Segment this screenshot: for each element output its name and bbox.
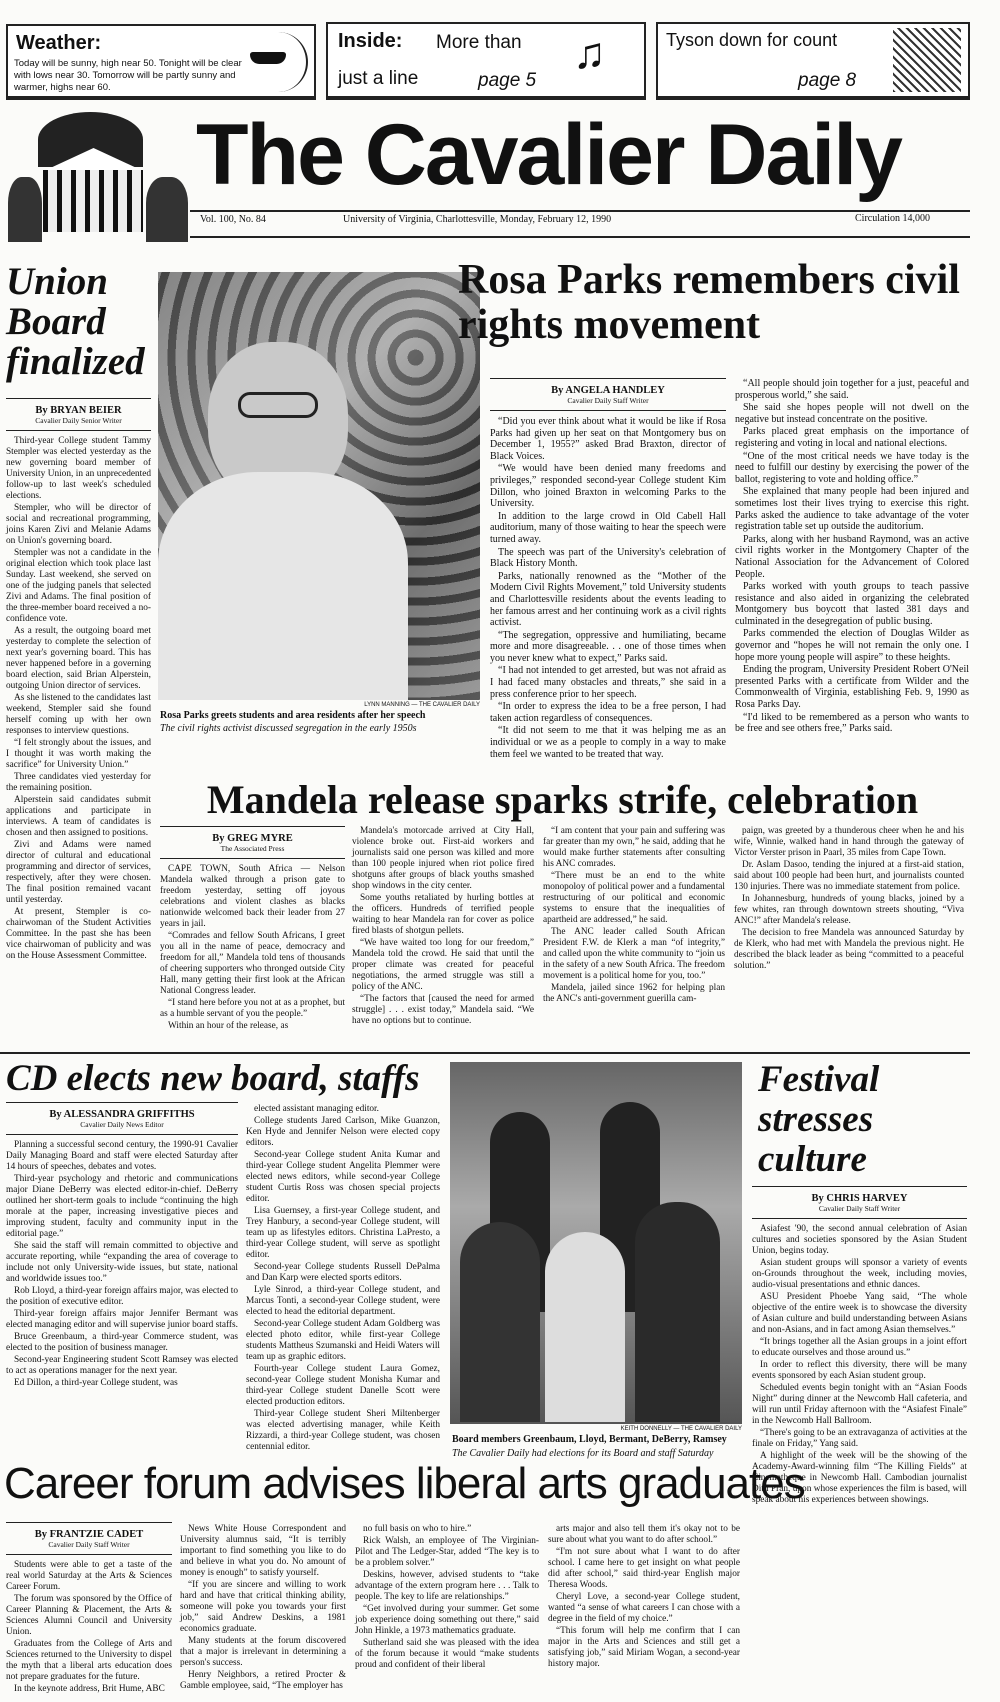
article-paragraph: “There must be an end to the white monopoloy of political power and a fundamental restructuring of our political and economic systems to ensure that the inequalities of apartheid are addressed,” he said. [543,871,725,925]
article-paragraph: “It brings together all the Asian groups in a joint effort to educate ourselves and those around us.” [752,1337,967,1358]
festival-article [752,1186,967,1686]
article-paragraph: ASU President Phoebe Yang said, “The whole objective of the entire week is to showcase the diversity of Asian culture and build understanding between Asians and non-Asians, and in fact among Asian themselves.” [752,1292,967,1335]
article-paragraph: The ANC leader called South African President F.W. de Klerk a man “of integrity,” and called upon the white community to “join us in the safety of a new South Africa. The freedom movement is a political home for you, too.” [543,927,725,981]
tyson-text: Tyson down for count [666,30,838,50]
career-headline[interactable]: Career forum advises liberal arts graduates [4,1459,805,1508]
article-paragraph: She said the staff will remain committed to objective and accurate reporting, while “expanding the area of coverage to include not only University-wide issues, but state, national and worldwide issues too.” [6,1241,238,1284]
article-paragraph: “Get involved during your summer. Get some job experience doing something out there,” said John Hinkle, a 1973 mathematics graduate. [355,1604,539,1636]
article-paragraph: Planning a successful second century, the 1990-91 Cavalier Daily Managing Board and staff were elected Saturday after 14 hours of speeches, debates and votes. [6,1140,238,1172]
article-paragraph: In the keynote address, Brit Hume, ABC [14,1684,165,1694]
article-paragraph: Bruce Greenbaum, a third-year Commerce student, was elected to the position of business manager. [6,1332,238,1353]
article-paragraph: “It did not seem to me that it was helping me as an individual or we as a people to comply in a way to make them feel we wanted to be treated that way. [490,725,726,760]
byline-role: Cavalier Daily Staff Writer [567,396,649,405]
weather-text: Today will be sunny, high near 50. Tonight will be clear with lows near 30. Tomorrow will be partly sunny and warmer, highs near 60. [14,58,242,93]
weather-label: Weather: [16,32,102,54]
music-notes-icon: ♫ [573,29,606,78]
article-paragraph: Lisa Guernsey, a first-year College student, and Trey Hanbury, a second-year College student, will team up as lifestyles editors. Christina LaPresto, a third-year College student, will serve as spotlight editor. [246,1206,440,1260]
article-paragraph: “I felt strongly about the issues, and I thought it was worth making the sacrifice” for University Union.” [6,738,151,770]
article-paragraph: “I'm not sure about what I want to do after school. I came here to get insight on what people did after school,” said third-year English major Theresa Woods. [548,1547,740,1590]
article-paragraph: As a result, the outgoing board met yesterday to complete the selection of next year's governing board. This has never happened before in a governing board election, said Brian Alperstein, outgoing Union director of services. [6,626,151,691]
article-paragraph: Ending the program, University President Robert O'Neil presented Parks with a certificate from Wilder and the Commonwealth of Virginia, establishing Feb. 9, 1990 as Rosa Parks Day. [735,664,969,711]
byline: By ALESSANDRA GRIFFITHS [49,1109,195,1120]
article-paragraph: “The segregation, oppressive and humiliating, became more and more disagreeable. . . one of those times when you never knew what to expect,” Parks said. [490,629,726,664]
article-paragraph: Parks placed great emphasis on the importance of registering and voting in local and national elections. [735,426,969,449]
article-paragraph: “Comrades and fellow South Africans, I greet you all in the name of peace, democracy and freedom for all,” Mandela told tens of thousands of cheering supporters who thronged outside City Hall, many getting their first look at the African National Congress leader. [160,931,345,996]
article-paragraph: “This forum will help me confirm that I can major in the Arts and Sciences and still get a satisfying job,” said Miriam Wogan, a second-year history major. [548,1626,740,1669]
weather-box [6,24,316,100]
article-paragraph: Third-year psychology and rhetoric and communications major Diane DeBerry was elected editor-in-chief. DeBerry outlined her short-term goals to include “continuing the high morale at the paper, increasing investigative pieces and improving student, faculty and community input in the editorial page.” [6,1174,238,1239]
cd-col-2 [246,1104,440,1452]
article-paragraph: “I am content that your pain and suffering was far greater than my own,” he said, adding that he would make further statements after consulting his ANC comrades. [543,826,725,869]
article-paragraph: In addition to the large crowd in Old Cabell Hall auditorium, many of those waiting to hear the speech were turned away. [490,510,726,545]
volume-number: Vol. 100, No. 84 [200,214,266,225]
headline-line: finalized [6,340,145,383]
article-paragraph: Mandela's motorcade arrived at City Hall, violence broke out. First-aid workers and journalists said one person was killed and more than 100 people injured when riot police fired shotguns after groups of black youths smashed shop windows in the city center. [352,826,534,891]
byline-role: Cavalier Daily Senior Writer [35,416,122,425]
article-paragraph: A highlight of the week will be the showing of the Academy-Award-winning film “The Killing Fields” at Cinematheque in Newcomb Hall. Cambodian journalist Dith Pran, upon whose experiences the film is based, will speak about his experiences between showings. [752,1451,967,1505]
headline-line: Board [6,300,106,343]
article-paragraph: Rick Walsh, an employee of The Virginian-Pilot and The Ledger-Star, added “The key is to be a problem solver.” [355,1536,539,1568]
article-paragraph: “One of the most critical needs we have today is the need to fulfill our destiny by exercising the power of the ballot, registering to vote and holding office.” [735,450,969,485]
photo-caption: Rosa Parks greets students and area residents after her speech [160,710,426,721]
article-paragraph: Third-year College student Tammy Stempler was elected yesterday as the new governing board member of University Union, in an unprecedented follow-up to last week's scheduled elections. [6,436,151,501]
article-paragraph: Second-year College students Russell DePalma and Dan Karp were elected sports editors. [246,1262,440,1283]
career-col-2 [180,1524,346,1697]
rosa-parks-photo [158,272,480,700]
cd-col-1 [6,1102,238,1388]
article-paragraph: Alperstein said candidates submit applications and participate in interviews. A team of candidates is chosen and then assigned to positions. [6,795,151,838]
byline: By GREG MYRE [212,833,293,844]
article-paragraph: In Johannesburg, hundreds of young blacks, joined by a few whites, ran through downtown streets shouting, “Viva ANC!” after Mandela's release. [734,894,964,926]
board-members-photo [450,1062,742,1424]
headline-line: Union [6,260,108,303]
article-paragraph: In order to reflect this diversity, there will be many events sponsored by each Asian student group. [752,1360,967,1381]
article-paragraph: Some youths retaliated by hurling bottles at the officers. Hundreds of terrified people waiting to hear Mandela ran for cover as police fired blasts of shotgun pellets. [352,893,534,936]
byline: By FRANTZIE CADET [34,1529,144,1540]
byline: By CHRIS HARVEY [811,1193,908,1204]
inside-teaser[interactable] [326,22,646,100]
article-paragraph: College students Jared Carlson, Mike Guanzon, Ken Hyde and Jennifer Nelson were elected copy editors. [246,1116,440,1148]
newspaper-title: The Cavalier Daily [196,107,901,203]
article-paragraph: paign, was greeted by a thunderous cheer when he and his wife, Winnie, walked hand in hand through the gateway of Victor Verster prison in Paarl, 35 miles from Cape Town. [734,826,964,858]
article-paragraph: “All people should join together for a just, peaceful and prosperous world,” she said. [735,378,969,401]
article-paragraph: Asian student groups will sponsor a variety of events on-Grounds throughout the week, including movies, audio-visual presentations and ethnic dances. [752,1258,967,1290]
article-paragraph: Second-year College student Anita Kumar and third-year College student Angelita Plemmer were elected news editors, while second-year College student Curtis Ross was chosen special projects editor. [246,1150,440,1204]
headline-line: Festival [758,1059,880,1100]
mandela-headline[interactable]: Mandela release sparks strife, celebration [206,777,919,822]
mandela-col-4 [734,826,964,1048]
article-paragraph: “The factors that [caused the need for armed struggle] . . . exist today,” Mandela said. “We have no options but to continue. [352,994,534,1026]
inside-text-2: just a line [338,68,419,89]
article-paragraph: Parks, along with her husband Raymond, was an active civil rights worker in the Montgomery Chapter of the National Association for the Advancement of Colored People. [735,533,969,580]
headline-line: culture [758,1139,867,1180]
rosa-col-1 [490,378,726,778]
article-paragraph: The speech was part of the University's celebration of Black History Month. [490,546,726,570]
article-paragraph: She said she hopes people will not dwell on the negative but instead concentrate on the positive. [735,402,969,425]
article-paragraph: Within an hour of the release, as [168,1021,289,1031]
article-paragraph: “We have waited too long for our freedom,” Mandela told the crowd. He said that until the proper climate was created for peaceful negotiations, the armed struggle was still a policy of the ANC. [352,938,534,992]
article-paragraph: News White House Correspondent and University alumnus said, “It is terribly important to find something you like to do and believe in what you do. No amount of money is enough” to satisfy yourself. [180,1524,346,1578]
inside-text-1: More than [436,32,522,53]
boxing-illustration-icon [893,28,961,92]
article-paragraph: Students were able to get a taste of the real world Saturday at the Arts & Sciences Career Forum. [6,1560,172,1592]
article-paragraph: arts major and also tell them it's okay not to be sure about what you want to do after school.” [548,1524,740,1545]
article-paragraph: Deskins, however, advised students to “take advantage of the extern program here . . . Talk to people. The key to life are relationships.” [355,1570,539,1602]
article-paragraph: Graduates from the College of Arts and Sciences returned to the University to dispel the myth that a liberal arts education does not prepare graduates for the future. [6,1639,172,1682]
career-col-3 [355,1524,539,1697]
article-paragraph: Stempler was not a candidate in the original election which took place last Sunday. Last weekend, she served on one of the judging panels that selected Zivi and Adams. The final position of the three-member board received a no-confidence vote. [6,548,151,624]
rotunda-logo [8,112,190,242]
rosa-col-2 [735,378,969,778]
article-paragraph: Sutherland said she was pleased with the idea of the forum because it would “make students proud and confident of their liberal [355,1638,539,1670]
union-headline[interactable] [6,262,145,382]
article-paragraph: At present, Stempler is co-chairwoman of the Student Activities Committee. In the past she has been vice chairwoman of publicity and was on the House Assessment Committee. [6,907,151,961]
article-paragraph: The decision to free Mandela was announced Saturday by de Klerk, who had met with Mandela the previous night. He described the black leader as being “committed to a peaceful solution.” [734,928,964,971]
article-paragraph: Ed Dillon, a third-year College student, was [14,1378,178,1388]
inside-label: Inside: [338,30,403,52]
inside-page: page 5 [478,70,537,91]
article-paragraph: Mandela, jailed since 1962 for helping plan the ANC's anti-government guerilla cam- [543,983,725,1004]
article-paragraph: The forum was sponsored by the Office of Career Planning & Placement, the Arts & Sciences Alumni Council and University Union. [6,1594,172,1637]
cd-headline[interactable]: CD elects new board, staffs [6,1058,420,1099]
tyson-page: page 8 [798,70,857,91]
byline-role: Cavalier Daily Staff Writer [48,1540,130,1549]
article-paragraph: “In order to express the idea to be a free person, I had taken action regardless of consequences. [490,701,726,724]
dateline: University of Virginia, Charlottesville, Monday, February 12, 1990 [343,214,612,225]
article-paragraph: “Did you ever think about what it would be like if Rosa Parks had given up her seat on that Montgomery bus on December 1, 1955?” asked Brad Braxton, director of Black Voices. [490,416,726,462]
article-paragraph: Rob Lloyd, a third-year foreign affairs major, was elected to the position of executive editor. [6,1286,238,1307]
article-paragraph: no full basis on who to hire.” [363,1524,472,1534]
article-paragraph: Parks commended the election of Douglas Wilder as governor and “hopes he will not remain the only one. I hope more young people will aspire” to these heights. [735,628,969,663]
article-paragraph: Dr. Aslam Dasoo, tending the injured at a first-aid station, said about 100 people had been hurt, and journalists counted 130 injuries. There was no immediate statement from police. [734,860,964,892]
article-paragraph: Henry Neighbors, a retired Procter & Gamble employee, said, “The employer has [180,1670,346,1691]
article-paragraph: Parks, nationally renowned as the “Mother of the Modern Civil Rights Movement,” told University students and Charlottesville residents about the events leading to her famous arrest and her continuing work as a civil rights activist. [490,570,726,629]
photo-caption-sub: The civil rights activist discussed segregation in the early 1950s [160,723,417,734]
photo-caption: Board members Greenbaum, Lloyd, Bermant, DeBerry, Ramsey [452,1434,727,1445]
photo-caption-sub: The Cavalier Daily had elections for its Board and staff Saturday [452,1448,714,1459]
article-paragraph: Fourth-year College student Laura Gomez, second-year College student Monisha Kumar and third-year College student Danelle Scott were elected production editors. [246,1364,440,1407]
article-paragraph: As she listened to the candidates last weekend, Stempler said she found herself coming up with her own responses to interview questions. [6,693,151,736]
article-paragraph: Scheduled events begin tonight with an “Asian Foods Night” during dinner at the Newcomb Hall cafeteria, and will run until Friday afternoon with the “Asiafest Finale” in the Newcomb Hall Ballroom. [752,1383,967,1426]
article-paragraph: Zivi and Adams were named director of cultural and educational programming and director of services, respectively, after they were chosen. The final position remained vacant until yesterday. [6,840,151,905]
article-paragraph: “If you are sincere and willing to work hard and have that critical thinking ability, someone will poke you towards your first job,” said Andrew Deskins, a 1981 economics graduate. [180,1580,346,1634]
headline-line: stresses [758,1099,874,1140]
union-article [6,398,151,1043]
article-paragraph: “There's going to be an extravaganza of activities at the finale on Friday,” Yang said. [752,1428,967,1449]
photo-credit: LYNN MANNING — THE CAVALIER DAILY [364,702,480,708]
byline-role: Cavalier Daily News Editor [80,1120,164,1129]
mandela-col-1 [160,826,345,1048]
article-paragraph: Lyle Sinrod, a third-year College student, and Marcus Tonti, a second-year College student, were elected to head the editorial department. [246,1285,440,1317]
circulation: Circulation 14,000 [855,213,930,224]
byline: By ANGELA HANDLEY [551,385,665,396]
article-paragraph: Parks worked with youth groups to teach passive resistance and also aided in organizing the celebrated Montgomery bus boycott that lasted 381 days and culminated in the desegregation of public busing. [735,581,969,627]
article-paragraph: “I'd liked to be remembered as a person who wants to be free and see others free,” Parks said. [735,711,969,735]
article-paragraph: Three candidates vied yesterday for the remaining position. [6,772,151,793]
mandela-col-3 [543,826,725,1048]
sun-sunglasses-icon [248,32,308,92]
article-paragraph: “I had not intended to get arrested, but was not afraid as I had faced many obstacles and threats,” she said in a press conference prior to her speech. [490,665,726,700]
career-col-4 [548,1524,740,1697]
byline-role: Cavalier Daily Staff Writer [818,1204,901,1213]
mandela-col-2 [352,826,534,1048]
career-col-1 [6,1522,172,1697]
article-paragraph: “We would have been denied many freedoms and privileges,” responded second-year College student Kim Dillon, who joined Braxton in welcoming Parks to the University. [490,463,726,510]
article-paragraph: Third-year College student Sheri Miltenberger was elected advertising manager, while Keith Rizzardi, a third-year College student, was chosen centennial editor. [246,1409,440,1452]
photo-credit: KEITH DONNELLY — THE CAVALIER DAILY [620,1426,742,1432]
article-paragraph: CAPE TOWN, South Africa — Nelson Mandela walked through a prison gate to freedom yesterday, setting off joyous celebrations and violent clashes as blacks nationwide welcomed back their leader from 27 years in jail. [160,864,345,929]
byline-role: The Associated Press [220,844,285,853]
article-paragraph: Second-year Engineering student Scott Ramsey was elected to act as operations manager for the next year. [6,1355,238,1376]
byline: By BRYAN BEIER [35,405,122,416]
article-paragraph: “I stand here before you not at as a prophet, but as a humble servant of you the people.” [160,998,345,1019]
rosa-headline[interactable]: Rosa Parks remembers civil rights movement [458,257,960,348]
article-paragraph: elected assistant managing editor. [254,1104,379,1114]
article-paragraph: Stempler, who will be director of social and recreational programming, joins Karen Zivi and Melanie Adams on Union's governing board. [6,503,151,546]
festival-headline[interactable] [758,1060,879,1180]
article-paragraph: Asiafest '90, the second annual celebration of Asian cultures and societies sponsored by the Asian Student Union, begins today. [752,1224,967,1256]
article-paragraph: Third-year foreign affairs major Jennifer Bermant was elected managing editor and will supervise junior board staffs. [6,1309,238,1330]
article-paragraph: Cheryl Love, a second-year College student, wanted “a sense of what careers I can chose with a degree in the field of my choice.” [548,1592,740,1624]
article-paragraph: Second-year College student Adam Goldberg was elected photo editor, while first-year College students Mattheus Szumanski and Heidi Waters will team up as graphic editors. [246,1319,440,1362]
article-paragraph: She explained that many people had been injured and sometimes lost their lives trying to exercise this right. Parks asked the audience to take advantage of the voter registration table set up outside the auditorium. [735,486,969,533]
tyson-teaser[interactable] [656,22,970,100]
article-paragraph: Many students at the forum discovered that a major is irrelevant in determining a person's success. [180,1636,346,1668]
